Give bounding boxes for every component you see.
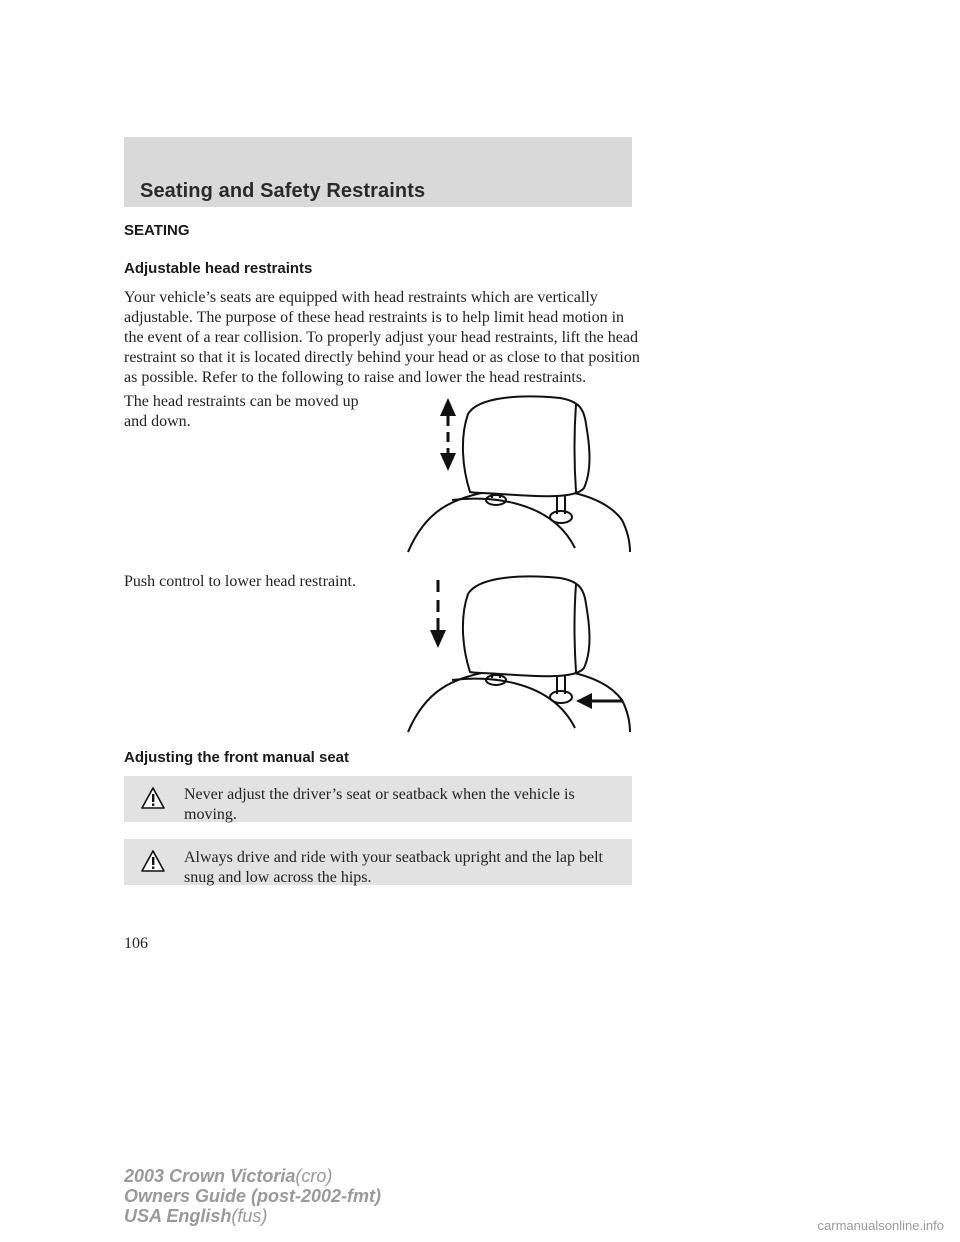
warning-triangle-icon	[140, 786, 166, 810]
watermark-link[interactable]: carmanualsonline.info	[817, 1218, 944, 1233]
footer-model-code: (cro)	[295, 1166, 333, 1186]
warning-box-2	[124, 839, 632, 885]
footer-line-1	[124, 1166, 381, 1186]
subsection-front-manual-seat: Adjusting the front manual seat	[124, 749, 350, 766]
caption-move-up-down: The head restraints can be moved up and down.	[124, 393, 359, 430]
footer-line-2: Owners Guide (post-2002-fmt)	[124, 1186, 382, 1206]
warning-triangle-icon	[140, 849, 166, 873]
head-restraint-lower-illustration	[400, 572, 640, 737]
page-header-title: Seating and Safety Restraints	[140, 180, 426, 202]
paragraph-head-restraints: Your vehicle’s seats are equipped with head restraints which are vertically adjustable. The purpose of these head restraints is to help limit head motion in the event of a rear collision. To properly adjust your head restraints, lift the head restraint so that it is located directly behind your head or as close to that position as possible. Refer to the following to raise and lower the head restraints.	[124, 289, 640, 386]
footer-line-3	[124, 1206, 381, 1226]
warning-text-2: Always drive and ride with your seatback upright and the lap belt snug and low across the hips.	[184, 849, 603, 886]
up-down-arrow-icon	[440, 398, 456, 471]
head-restraint-up-down-illustration	[400, 392, 640, 557]
section-title: SEATING	[124, 222, 190, 239]
footer-language: USA English	[124, 1206, 232, 1226]
document-footer	[124, 1166, 381, 1226]
footer-model: 2003 Crown Victoria	[124, 1166, 296, 1186]
footer-language-code: (fus)	[231, 1206, 268, 1226]
subsection-head-restraints: Adjustable head restraints	[124, 260, 313, 277]
page-number: 106	[124, 935, 148, 952]
warning-box-1	[124, 776, 632, 822]
push-control-arrow-icon	[576, 693, 622, 709]
warning-text-1: Never adjust the driver’s seat or seatback when the vehicle is moving.	[184, 786, 575, 823]
down-arrow-icon	[430, 580, 446, 648]
caption-push-control: Push control to lower head restraint.	[124, 573, 356, 590]
